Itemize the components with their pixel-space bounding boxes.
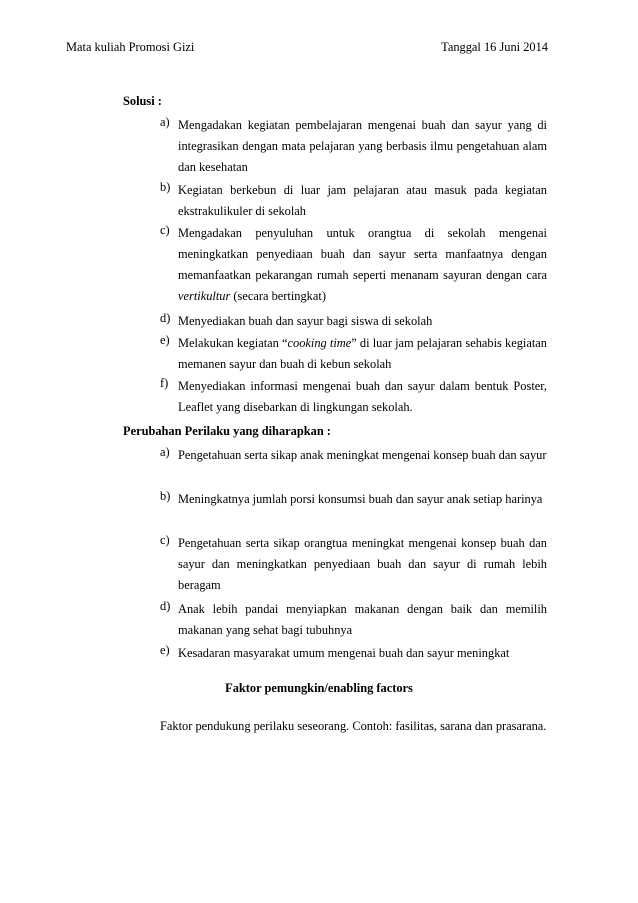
heading-solusi: Solusi : xyxy=(123,94,162,108)
list-item xyxy=(160,376,547,418)
list-marker: d) xyxy=(160,599,171,613)
italic-term: vertikultur xyxy=(178,289,231,303)
list-marker: f) xyxy=(160,376,169,390)
list-marker: b) xyxy=(160,180,171,194)
list-item xyxy=(160,115,547,178)
heading-faktor: Faktor pemungkin/enabling factors xyxy=(225,681,413,695)
paragraph-faktor: Faktor pendukung perilaku seseorang. Contoh: fasilitas, sarana dan prasarana. xyxy=(160,719,547,733)
text-segment: (secara bertingkat) xyxy=(230,289,326,303)
list-item-text: Kesadaran masyarakat umum mengenai buah dan sayur meningkat xyxy=(178,646,510,660)
list-item-text: Mengadakan kegiatan pembelajaran mengenai buah dan sayur yang di integrasikan dengan mata pelajaran yang berbasis ilmu pengetahuan alam dan kesehatan xyxy=(178,118,547,174)
list-marker: b) xyxy=(160,489,171,503)
italic-term: cooking time xyxy=(287,336,352,350)
page-header xyxy=(66,40,548,58)
list-item-text xyxy=(178,333,547,375)
list-item xyxy=(160,333,547,375)
list-item xyxy=(160,445,547,466)
list-item xyxy=(160,180,547,222)
list-marker: e) xyxy=(160,643,170,657)
list-marker: c) xyxy=(160,533,170,547)
text-segment: Mengadakan penyuluhan untuk orangtua di sekolah mengenai meningkatkan penyediaan buah dan sayur serta manfaatnya dengan memanfaatkan pekarangan rumah seperti menanam sayuran dengan cara xyxy=(178,226,547,282)
list-item-text: Anak lebih pandai menyiapkan makanan dengan baik dan memilih makanan yang sehat bagi tubuhnya xyxy=(178,602,547,637)
list-marker: d) xyxy=(160,311,171,325)
text-segment: Melakukan kegiatan “ xyxy=(178,336,288,350)
list-item-text: Kegiatan berkebun di luar jam pelajaran atau masuk pada kegiatan ekstrakulikuler di sekolah xyxy=(178,183,547,218)
text-segment: ” di luar jam pelajaran sehabis kegiatan memanen sayur dan buah di kebun sekolah xyxy=(178,336,548,371)
list-item-text: Menyediakan informasi mengenai buah dan sayur dalam bentuk Poster, Leaflet yang disebarkan di lingkungan sekolah. xyxy=(178,379,547,414)
list-item xyxy=(160,643,547,664)
list-item-text: Pengetahuan serta sikap anak meningkat mengenai konsep buah dan sayur xyxy=(178,448,547,462)
list-item xyxy=(160,311,547,332)
header-date: Tanggal 16 Juni 2014 xyxy=(441,40,548,54)
list-marker: a) xyxy=(160,115,170,129)
list-item-text: Pengetahuan serta sikap orangtua meningkat mengenai konsep buah dan sayur dan meningkatkan penyediaan buah dan sayur di rumah lebih beragam xyxy=(178,536,547,592)
list-item xyxy=(160,599,547,641)
list-marker: c) xyxy=(160,223,170,237)
list-item xyxy=(160,223,547,307)
list-marker: a) xyxy=(160,445,170,459)
list-item xyxy=(160,533,547,596)
list-item-text xyxy=(178,223,547,307)
heading-perubahan: Perubahan Perilaku yang diharapkan : xyxy=(123,424,331,438)
list-item-text: Meningkatnya jumlah porsi konsumsi buah dan sayur anak setiap harinya xyxy=(178,492,543,506)
list-marker: e) xyxy=(160,333,170,347)
header-course: Mata kuliah Promosi Gizi xyxy=(66,40,195,54)
list-item-text: Menyediakan buah dan sayur bagi siswa di sekolah xyxy=(178,314,433,328)
list-item xyxy=(160,489,547,510)
